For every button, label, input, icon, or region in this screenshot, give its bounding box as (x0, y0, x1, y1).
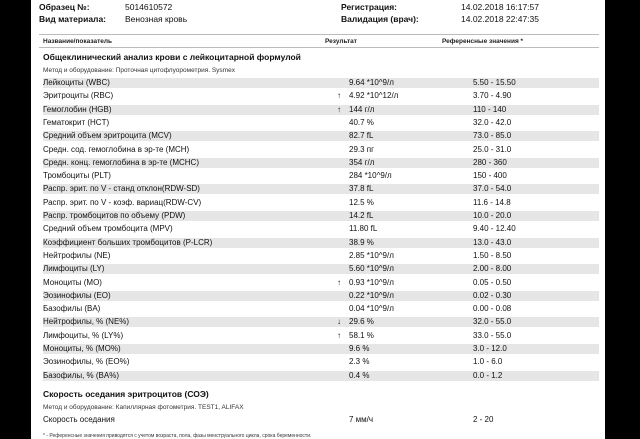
flag-arrow-icon: ↑ (337, 91, 341, 101)
result-value: 144 г/л (349, 104, 375, 114)
table-row (43, 291, 599, 301)
table-row (43, 145, 599, 155)
parameter-name: Гематокрит (HCT) (43, 117, 110, 127)
reference-range: 11.6 - 14.8 (473, 197, 511, 207)
parameter-name: Лимфоциты (LY) (43, 264, 105, 274)
column-header-reference: Референсные значения * (442, 38, 524, 45)
parameter-name: Лейкоциты (WBC) (43, 78, 110, 87)
reference-range: 32.0 - 42.0 (473, 117, 512, 127)
parameter-name: Распр. эрит. по V - коэф. вариац(RDW-CV) (43, 197, 202, 207)
cbc-section-title: Общеклинический анализ крови с лейкоцитарной формулой (43, 52, 301, 62)
result-value: 37.8 fL (349, 184, 374, 194)
reference-range: 25.0 - 31.0 (473, 144, 512, 154)
parameter-name: Моноциты (MO) (43, 277, 102, 287)
reference-range: 150 - 400 (473, 171, 507, 181)
material-value: Венозная кровь (125, 14, 188, 24)
reference-range: 37.0 - 54.0 (473, 184, 512, 194)
parameter-name: Средний объем эритроцита (MCV) (43, 131, 172, 141)
reference-range: 2.00 - 8.00 (473, 264, 512, 274)
table-row (43, 78, 599, 88)
result-value: 11.80 fL (349, 224, 378, 234)
reference-range: 3.70 - 4.90 (473, 91, 512, 101)
parameter-name: Скорость оседания (43, 415, 115, 424)
result-value: 9.64 *10^9/л (349, 78, 394, 87)
table-row (43, 105, 599, 115)
column-divider (39, 47, 599, 48)
parameter-name: Базофилы, % (BA%) (43, 370, 119, 380)
parameter-name: Лимфоциты, % (LY%) (43, 330, 124, 340)
table-row (43, 118, 599, 128)
parameter-name: Средн. сод. гемоглобина в эр-те (MCH) (43, 144, 190, 154)
flag-arrow-icon: ↓ (337, 317, 341, 327)
result-value: 29.6 % (349, 317, 374, 327)
flag-arrow-icon: ↑ (337, 277, 341, 287)
registration-value: 14.02.2018 16:17:57 (461, 2, 539, 12)
reference-range: 32.0 - 55.0 (473, 317, 512, 327)
result-value: 0.4 % (349, 370, 370, 380)
sample-label: Образец №: (39, 2, 90, 12)
table-row (43, 317, 599, 327)
reference-range: 5.50 - 15.50 (473, 78, 516, 87)
table-row (43, 415, 599, 425)
reference-range: 0.02 - 0.30 (473, 290, 512, 300)
table-row (43, 158, 599, 168)
result-value: 29.3 пг (349, 144, 375, 154)
column-header-name: Название/показатель (43, 38, 113, 45)
reference-range: 1.0 - 6.0 (473, 357, 503, 367)
reference-range: 73.0 - 85.0 (473, 131, 512, 141)
parameter-name: Эозинофилы, % (EO%) (43, 357, 130, 367)
material-label: Вид материала: (39, 14, 107, 24)
table-row (43, 91, 599, 101)
cbc-method: Метод и оборудование: Проточная цитофлуорометрия. Sysmex (43, 67, 235, 74)
parameter-name: Коэффициент больших тромбоцитов (P-LCR) (43, 237, 213, 247)
reference-range: 280 - 360 (473, 157, 507, 167)
reference-range: 0.0 - 1.2 (473, 370, 503, 380)
table-row (43, 371, 599, 381)
reference-range: 9.40 - 12.40 (473, 224, 516, 234)
table-row (43, 357, 599, 367)
result-value: 2.3 % (349, 357, 370, 367)
parameter-name: Распр. тромбоцитов по объему (PDW) (43, 211, 186, 220)
parameter-name: Моноциты, % (MO%) (43, 344, 121, 353)
result-value: 5.60 *10^9/л (349, 264, 394, 274)
result-value: 0.93 *10^9/л (349, 277, 394, 287)
registration-label: Регистрация: (341, 2, 398, 12)
parameter-name: Средн. конц. гемоглобина в эр-те (MCHC) (43, 157, 199, 167)
result-value: 284 *10^9/л (349, 171, 392, 181)
column-header-result: Результат (325, 38, 357, 45)
result-value: 7 мм/ч (349, 415, 374, 424)
reference-range: 2 - 20 (473, 415, 494, 424)
table-row (43, 211, 599, 221)
table-row (43, 224, 599, 234)
parameter-name: Распр. эрит. по V - станд отклон(RDW-SD) (43, 184, 200, 194)
result-value: 4.92 *10^12/л (349, 91, 399, 101)
table-row (43, 251, 599, 261)
result-value: 82.7 fL (349, 131, 374, 141)
result-value: 354 г/л (349, 157, 375, 167)
parameter-name: Эозинофилы (EO) (43, 290, 111, 300)
reference-range: 0.05 - 0.50 (473, 277, 512, 287)
result-value: 9.6 % (349, 344, 370, 353)
parameter-name: Средний объем тромбоцита (MPV) (43, 224, 173, 234)
reference-range: 33.0 - 55.0 (473, 330, 512, 340)
sample-value: 5014610572 (125, 2, 173, 12)
flag-arrow-icon: ↑ (337, 330, 341, 340)
table-row (43, 184, 599, 194)
parameter-name: Гемоглобин (HGB) (43, 104, 112, 114)
result-value: 12.5 % (349, 197, 374, 207)
reference-range: 110 - 140 (473, 104, 507, 114)
result-value: 0.04 *10^9/л (349, 304, 394, 314)
table-row (43, 304, 599, 314)
reference-range: 3.0 - 12.0 (473, 344, 507, 353)
validation-value: 14.02.2018 22:47:35 (461, 14, 539, 24)
result-value: 2.85 *10^9/л (349, 250, 394, 260)
parameter-name: Базофилы (BA) (43, 304, 101, 314)
table-row (43, 278, 599, 288)
flag-arrow-icon: ↑ (337, 104, 341, 114)
parameter-name: Эритроциты (RBC) (43, 91, 114, 101)
result-value: 0.22 *10^9/л (349, 290, 394, 300)
reference-range: 13.0 - 43.0 (473, 237, 512, 247)
result-value: 40.7 % (349, 117, 374, 127)
validation-label: Валидация (врач): (341, 14, 419, 24)
header-divider (39, 34, 599, 35)
footnote: * - Референсные значения приводятся с учетом возраста, пола, фазы менструального цикла, срока беременности. (43, 433, 312, 439)
esr-method: Метод и оборудование: Капиллярная фотометрия. TEST1, ALIFAX (43, 404, 244, 411)
table-row (43, 171, 599, 181)
report-page (31, 0, 605, 439)
parameter-name: Тромбоциты (PLT) (43, 171, 111, 181)
table-row (43, 331, 599, 341)
reference-range: 10.0 - 20.0 (473, 211, 512, 220)
reference-range: 1.50 - 8.50 (473, 250, 512, 260)
result-value: 58.1 % (349, 330, 374, 340)
result-value: 38.9 % (349, 237, 374, 247)
reference-range: 0.00 - 0.08 (473, 304, 512, 314)
table-row (43, 238, 599, 248)
table-row (43, 344, 599, 354)
esr-section-title: Скорость оседания эритроцитов (СОЭ) (43, 389, 209, 399)
parameter-name: Нейтрофилы (NE) (43, 250, 111, 260)
table-row (43, 198, 599, 208)
result-value: 14.2 fL (349, 211, 374, 220)
table-row (43, 131, 599, 141)
parameter-name: Нейтрофилы, % (NE%) (43, 317, 130, 327)
table-row (43, 264, 599, 274)
